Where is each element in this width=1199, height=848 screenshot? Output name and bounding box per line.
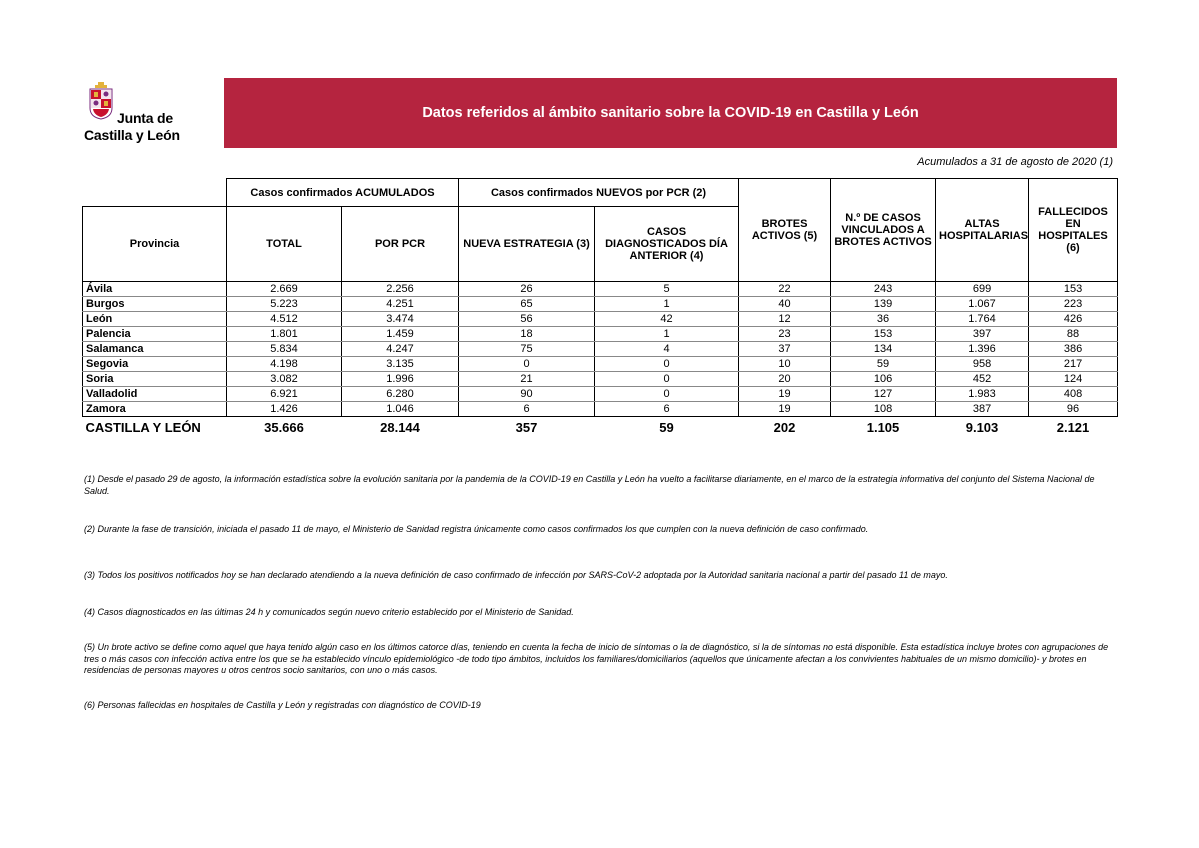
table-row [83,387,1118,402]
data-cell: 42 [595,312,739,327]
data-cell: 1.459 [342,327,459,342]
data-cell: 96 [1029,402,1118,417]
header-altas: ALTAS HOSPITALARIAS [936,179,1029,282]
data-cell: 36 [831,312,936,327]
header-brotes-activos: BROTES ACTIVOS (5) [739,179,831,282]
data-cell: 153 [831,327,936,342]
data-cell: 127 [831,387,936,402]
total-cell: 2.121 [1056,420,1090,435]
total-cell: 202 [773,420,796,435]
data-cell: 4 [595,342,739,357]
data-cell: 0 [595,372,739,387]
data-cell: 3.474 [342,312,459,327]
data-cell: 20 [739,372,831,387]
province-name-cell: Zamora [83,402,227,417]
data-cell: 6.921 [227,387,342,402]
header-fallecidos: FALLECIDOS EN HOSPITALES (6) [1029,179,1118,282]
data-cell: 2.669 [227,282,342,297]
province-name-cell: León [83,312,227,327]
data-cell: 59 [831,357,936,372]
data-cell: 108 [831,402,936,417]
province-name-cell: Salamanca [83,342,227,357]
group-header-acumulados: Casos confirmados ACUMULADOS [227,179,459,207]
table-row [83,282,1118,297]
title-banner [224,78,1117,148]
logo-line1: Junta de [117,110,173,126]
data-cell: 12 [739,312,831,327]
data-cell: 0 [459,357,595,372]
data-cell: 1 [595,297,739,312]
group-header-nuevos: Casos confirmados NUEVOS por PCR (2) [459,179,739,207]
footnote-3: (3) Todos los positivos notificados hoy se han declarado atendiendo a la nueva definición de caso confirmado de infección por SARS-CoV-2 adoptada por la Autoridad sanitaria nacional a partir del pasado 11 de mayo. [84,570,948,580]
data-cell: 19 [739,387,831,402]
data-cell: 4.247 [342,342,459,357]
total-cell: 1.105 [866,420,900,435]
data-cell: 223 [1029,297,1118,312]
data-cell: 1.396 [936,342,1029,357]
province-name-cell: Burgos [83,297,227,312]
total-cell: 9.103 [965,420,999,435]
data-cell: 1.764 [936,312,1029,327]
data-cell: 217 [1029,357,1118,372]
footnote-1: (1) Desde el pasado 29 de agosto, la información estadística sobre la evolución sanitaria por la pandemia de la COVID-19 en Castilla y León ha vuelto a facilitarse diariamente, en el marco de la estrategia informativa del conjunto del Sistema Nacional de Salud. [84,474,1095,496]
total-row [83,417,1118,440]
header-vinculados: N.º DE CASOS VINCULADOS A BROTES ACTIVOS [831,179,936,282]
table-body [83,282,1118,417]
data-cell: 5 [595,282,739,297]
data-cell: 1.426 [227,402,342,417]
data-cell: 1 [595,327,739,342]
data-cell: 1.801 [227,327,342,342]
data-cell: 21 [459,372,595,387]
province-name-cell: Palencia [83,327,227,342]
data-cell: 18 [459,327,595,342]
data-cell: 426 [1029,312,1118,327]
total-cell: CASTILLA Y LEÓN [85,420,201,435]
total-cell: 35.666 [264,420,304,435]
total-cell: 357 [515,420,538,435]
data-cell: 243 [831,282,936,297]
data-cell: 4.198 [227,357,342,372]
data-cell: 387 [936,402,1029,417]
data-cell: 134 [831,342,936,357]
province-name-cell: Valladolid [83,387,227,402]
data-cell: 90 [459,387,595,402]
table-row [83,402,1118,417]
data-cell: 3.135 [342,357,459,372]
province-name-cell: Segovia [83,357,227,372]
data-cell: 4.251 [342,297,459,312]
footnote-6: (6) Personas fallecidas en hospitales de Castilla y León y registradas con diagnóstico de COVID-19 [84,700,481,710]
total-cell: 28.144 [380,420,420,435]
data-cell: 37 [739,342,831,357]
data-cell: 153 [1029,282,1118,297]
footnote-2: (2) Durante la fase de transición, iniciada el pasado 11 de mayo, el Ministerio de Sanidad registra únicamente como casos confirmados los que cumplen con la nueva definición de caso confirmado. [84,524,869,534]
province-name-cell: Soria [83,372,227,387]
data-cell: 386 [1029,342,1118,357]
covid-data-table [82,178,1118,439]
total-cell: 59 [659,420,674,435]
province-name-cell: Ávila [83,282,227,297]
table-row [83,357,1118,372]
footnote-5: (5) Un brote activo se define como aquel que haya tenido algún caso en los últimos catorce días, teniendo en cuenta la fecha de inicio de síntomas o la de diagnóstico, si la de síntomas no está disponible. Esta estadística incluye brotes con agrupaciones de tres o más casos con infección activa entre los que se ha establecido vínculo epidemiológico -de todo tipo ámbitos, incluidos los familiares/domiciliarios (aquellos que únicamente afectan a los convivientes habituales de un mismo domicilio)- y brotes en residencias de personas mayores u otros centros socio sanitarios, con uno o más casos. [84,642,1109,675]
data-cell: 1.983 [936,387,1029,402]
data-cell: 3.082 [227,372,342,387]
data-cell: 1.046 [342,402,459,417]
data-cell: 5.834 [227,342,342,357]
data-cell: 56 [459,312,595,327]
data-cell: 0 [595,387,739,402]
junta-logo [84,82,194,146]
table-row [83,297,1118,312]
page-title: Datos referidos al ámbito sanitario sobre la COVID-19 en Castilla y León [422,105,919,121]
data-cell: 0 [595,357,739,372]
data-cell: 6 [459,402,595,417]
header-provincia: Provincia [83,207,227,282]
data-cell: 65 [459,297,595,312]
table-row [83,312,1118,327]
data-cell: 88 [1029,327,1118,342]
logo-line2: Castilla y León [84,127,180,143]
data-cell: 106 [831,372,936,387]
coat-of-arms-icon [89,82,113,120]
data-cell: 10 [739,357,831,372]
data-cell: 1.996 [342,372,459,387]
data-cell: 1.067 [936,297,1029,312]
data-cell: 40 [739,297,831,312]
table-row [83,372,1118,387]
data-cell: 4.512 [227,312,342,327]
data-cell: 699 [936,282,1029,297]
data-cell: 19 [739,402,831,417]
data-cell: 124 [1029,372,1118,387]
header-casos-dia-anterior: CASOS DIAGNOSTICADOS DÍA ANTERIOR (4) [595,207,739,282]
data-cell: 6 [595,402,739,417]
data-cell: 139 [831,297,936,312]
header-por-pcr: POR PCR [342,207,459,282]
data-cell: 26 [459,282,595,297]
data-cell: 22 [739,282,831,297]
data-cell: 452 [936,372,1029,387]
data-cell: 958 [936,357,1029,372]
data-cell: 6.280 [342,387,459,402]
data-cell: 23 [739,327,831,342]
footnote-4: (4) Casos diagnosticados en las últimas 24 h y comunicados según nuevo criterio establecido por el Ministerio de Sanidad. [84,607,574,617]
header-nueva-estrategia: NUEVA ESTRATEGIA (3) [459,207,595,282]
data-cell: 408 [1029,387,1118,402]
data-cell: 75 [459,342,595,357]
date-note: Acumulados a 31 de agosto de 2020 (1) [917,156,1113,168]
data-cell: 5.223 [227,297,342,312]
data-cell: 2.256 [342,282,459,297]
header-total: TOTAL [227,207,342,282]
data-cell: 397 [936,327,1029,342]
empty-corner-cell [83,179,227,207]
table-row [83,342,1118,357]
table-row [83,327,1118,342]
